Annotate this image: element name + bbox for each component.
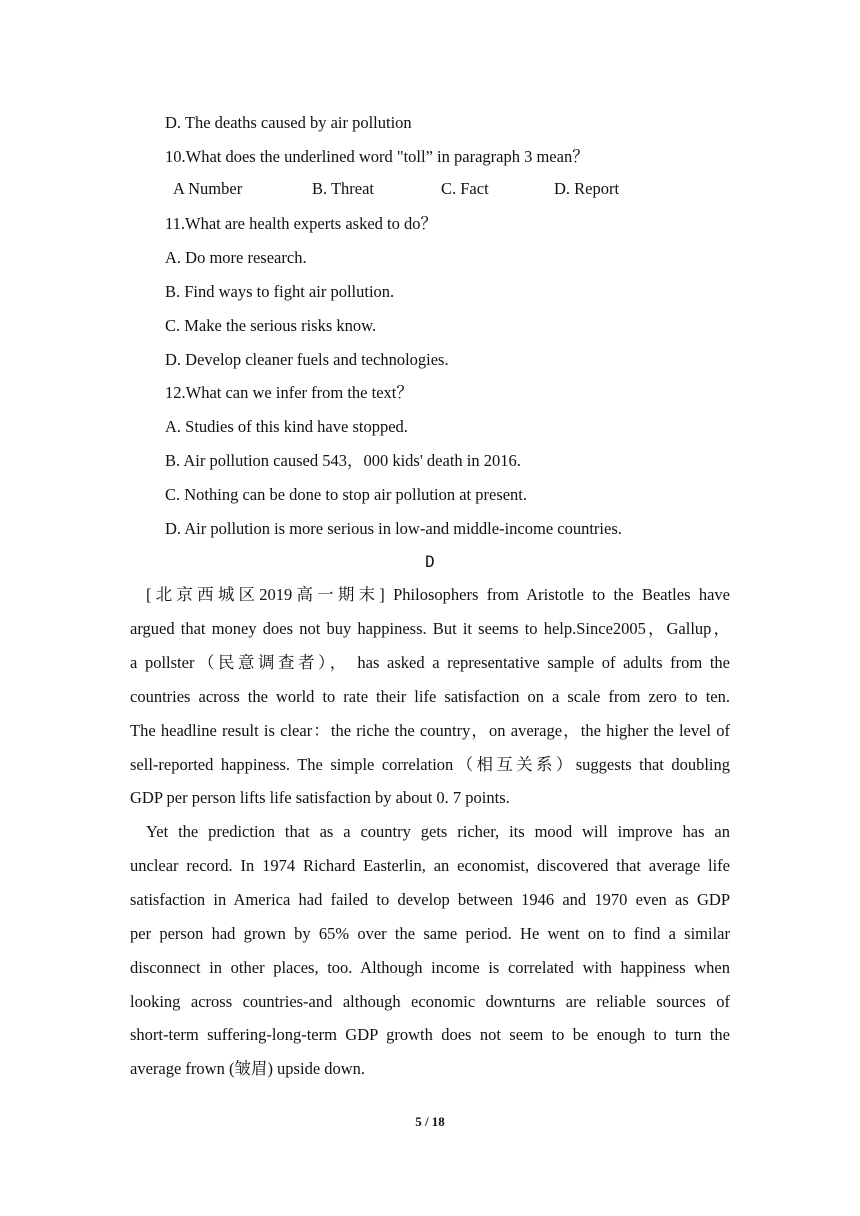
paragraph-line: satisfaction in America had failed to develop between 1946 and 1970 even as GDP — [130, 889, 730, 909]
q12-option-a: A. Studies of this kind have stopped. — [165, 417, 408, 436]
q11-option-b: B. Find ways to fight air pollution. — [165, 282, 395, 301]
paragraph-line: sell-reported happiness. The simple correlation（相互关系）suggests that doubling — [130, 754, 730, 774]
q9-option-d: D. The deaths caused by air pollution — [165, 113, 412, 132]
q11-option-a: A. Do more research. — [165, 248, 307, 267]
paragraph-line: unclear record. In 1974 Richard Easterlin, an economist, discovered that average life — [130, 855, 730, 875]
passage-paragraph-2 — [130, 815, 730, 1086]
section-heading: D — [425, 552, 435, 571]
page-number: 5 / 18 — [415, 1114, 445, 1129]
paragraph-line: a pollster（民意调查者）， has asked a representative sample of adults from the — [130, 652, 730, 672]
paragraph-line: [北京西城区2019高一期末] Philosophers from Aristotle to the Beatles have — [146, 585, 730, 604]
q11-option-c: C. Make the serious risks know. — [165, 316, 377, 335]
paragraph-line: argued that money does not buy happiness. But it seems to help.Since2005，Gallup， — [130, 618, 730, 638]
q10-option-c: C. Fact — [441, 179, 489, 198]
passage-paragraph-1 — [130, 578, 730, 815]
q12-option-b: B. Air pollution caused 543，000 kids' death in 2016. — [165, 451, 521, 470]
q12-option-d: D. Air pollution is more serious in low-and middle-income countries. — [165, 519, 622, 538]
q10-options-row — [0, 179, 860, 201]
paragraph-line: short-term suffering-long-term GDP growth does not seem to be enough to turn the — [130, 1025, 730, 1045]
q10-option-a: A Number — [173, 179, 243, 198]
q11-option-d: D. Develop cleaner fuels and technologies. — [165, 350, 449, 369]
paragraph-line: average frown (皱眉) upside down. — [130, 1059, 366, 1079]
q12-stem: 12.What can we infer from the text？ — [165, 383, 413, 402]
paragraph-line: Yet the prediction that as a country gets richer, its mood will improve has an — [146, 822, 730, 841]
paragraph-line: per person had grown by 65% over the same period. He went on to find a similar — [130, 923, 730, 943]
paragraph-line: GDP per person lifts life satisfaction by about 0. 7 points. — [130, 788, 510, 808]
q10-option-b: B. Threat — [312, 179, 375, 198]
paragraph-line: countries across the world to rate their life satisfaction on a scale from zero to ten. — [130, 686, 730, 706]
q11-stem: 11.What are health experts asked to do？ — [165, 214, 438, 233]
paragraph-line: The headline result is clear：the riche the country，on average，the higher the level of — [130, 720, 730, 740]
q10-option-d: D. Report — [554, 179, 620, 198]
q10-stem: 10.What does the underlined word "toll” in paragraph 3 mean？ — [165, 147, 589, 166]
q12-option-c: C. Nothing can be done to stop air pollution at present. — [165, 485, 528, 504]
paragraph-line: looking across countries-and although economic downturns are reliable sources of — [130, 991, 730, 1011]
paragraph-line: disconnect in other places, too. Although income is correlated with happiness when — [130, 957, 730, 977]
